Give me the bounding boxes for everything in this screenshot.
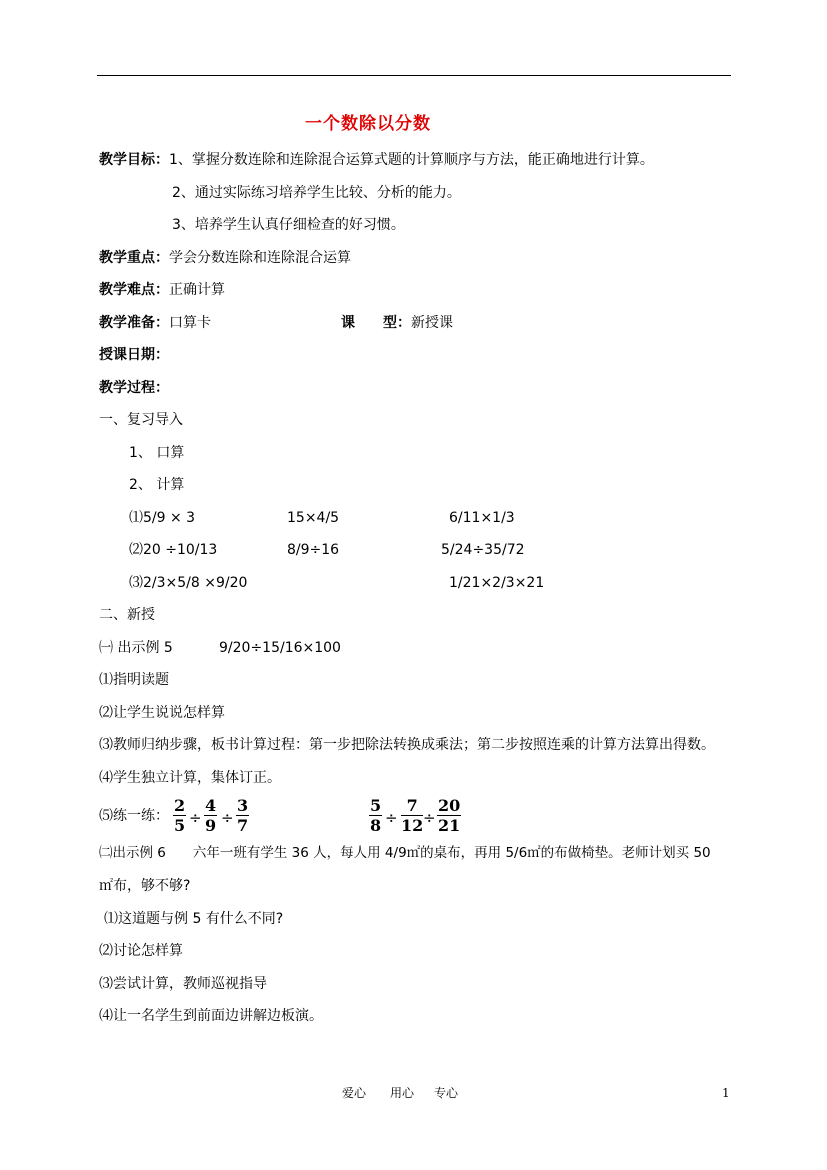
fraction-denominator: 5: [174, 816, 186, 835]
calc-item: 1/21×2/3×21: [449, 575, 545, 591]
calc-item: 15×4/5: [287, 510, 340, 526]
fraction-numerator: 7: [406, 796, 418, 815]
fraction: [401, 798, 423, 834]
preparation-value: 口算卡: [169, 315, 211, 331]
section1-sub1: 1、 口算: [129, 445, 185, 461]
example5-label: ㈠ 出示例 5: [99, 640, 173, 656]
fraction-numerator: 20: [438, 796, 461, 815]
fraction-denominator: 9: [205, 816, 217, 835]
lesson-type-line: [341, 316, 453, 330]
key-point-label: 教学重点：: [99, 250, 169, 266]
objective-item-3: 3、培养学生认真仔细检查的好习惯。: [172, 217, 405, 233]
process-label: 教学过程：: [99, 380, 169, 396]
key-point-line: [99, 251, 351, 265]
divide-sign: ÷: [221, 809, 234, 827]
step-1: ⑴指明读题: [99, 672, 169, 688]
step2-2: ⑵讨论怎样算: [99, 943, 183, 959]
objective-item-2: 2、通过实际练习培养学生比较、分析的能力。: [172, 185, 461, 201]
fraction: [204, 798, 217, 834]
step2-4: ⑷让一名学生到前面边讲解边板演。: [99, 1008, 323, 1024]
fraction-denominator: 8: [370, 816, 382, 835]
section1-sub2: 2、 计算: [129, 477, 185, 493]
practice-label: ⑸练一练：: [99, 808, 169, 824]
divide-sign: ÷: [385, 809, 398, 827]
fraction: [369, 798, 382, 834]
difficulty-label: 教学难点：: [99, 282, 169, 298]
lesson-type-label: 课 型：: [341, 315, 411, 331]
calc-item: 5/24÷35/72: [441, 542, 525, 558]
example6-line-2: ㎡布，够不够?: [99, 878, 191, 894]
date-label: 授课日期：: [99, 347, 169, 363]
section1-heading: 一、复习导入: [99, 412, 183, 428]
key-point-value: 学会分数连除和连除混合运算: [169, 250, 351, 266]
calc-item: ⑴5/9 × 3: [129, 510, 196, 526]
fraction-numerator: 3: [237, 796, 249, 815]
step-3: ⑶教师归纳步骤，板书计算过程：第一步把除法转换成乘法；第二步按照连乘的计算方法算出得数。: [99, 737, 715, 753]
footer-motto-3: 专心: [434, 1086, 459, 1100]
fraction: [173, 798, 186, 834]
example5-expression: 9/20÷15/16×100: [219, 640, 341, 656]
lesson-type-value: 新授课: [411, 315, 453, 331]
fraction-numerator: 4: [205, 796, 217, 815]
fraction: [437, 798, 461, 834]
fraction: [236, 798, 249, 834]
preparation-line: [99, 316, 211, 330]
fraction-denominator: 21: [438, 816, 461, 835]
divide-sign: ÷: [189, 809, 202, 827]
divide-sign: ÷: [423, 809, 436, 827]
objectives-line-1: [99, 153, 654, 167]
objective-item-1: 1、掌握分数连除和连除混合运算式题的计算顺序与方法，能正确地进行计算。: [169, 152, 654, 168]
example6-line-1: ㈡出示例 6 六年一班有学生 36 人，每人用 4/9㎡的桌布，再用 5/6㎡的布做椅垫。老师计划买 50: [99, 845, 711, 861]
calc-item: 6/11×1/3: [449, 510, 515, 526]
step2-3: ⑶尝试计算，教师巡视指导: [99, 976, 267, 992]
fraction-numerator: 2: [174, 796, 186, 815]
objectives-label: 教学目标：: [99, 152, 169, 168]
section2-heading: 二、新授: [99, 607, 155, 623]
step-2: ⑵让学生说说怎样算: [99, 705, 225, 721]
step-4: ⑷学生独立计算，集体订正。: [99, 770, 281, 786]
fraction-denominator: 7: [237, 816, 249, 835]
footer-motto-2: 用心: [390, 1086, 415, 1100]
calc-item: ⑶2/3×5/8 ×9/20: [129, 575, 248, 591]
step2-1: ⑴这道题与例 5 有什么不同?: [104, 911, 284, 927]
header-rule: [97, 75, 731, 76]
footer-motto-1: 爱心: [342, 1086, 367, 1100]
fraction-denominator: 12: [401, 816, 424, 835]
document-title: 一个数除以分数: [305, 114, 431, 134]
difficulty-line: [99, 283, 225, 297]
page-number: 1: [722, 1086, 730, 1100]
difficulty-value: 正确计算: [169, 282, 225, 298]
calc-item: 8/9÷16: [287, 542, 340, 558]
preparation-label: 教学准备：: [99, 315, 169, 331]
fraction-numerator: 5: [370, 796, 382, 815]
calc-item: ⑵20 ÷10/13: [129, 542, 218, 558]
